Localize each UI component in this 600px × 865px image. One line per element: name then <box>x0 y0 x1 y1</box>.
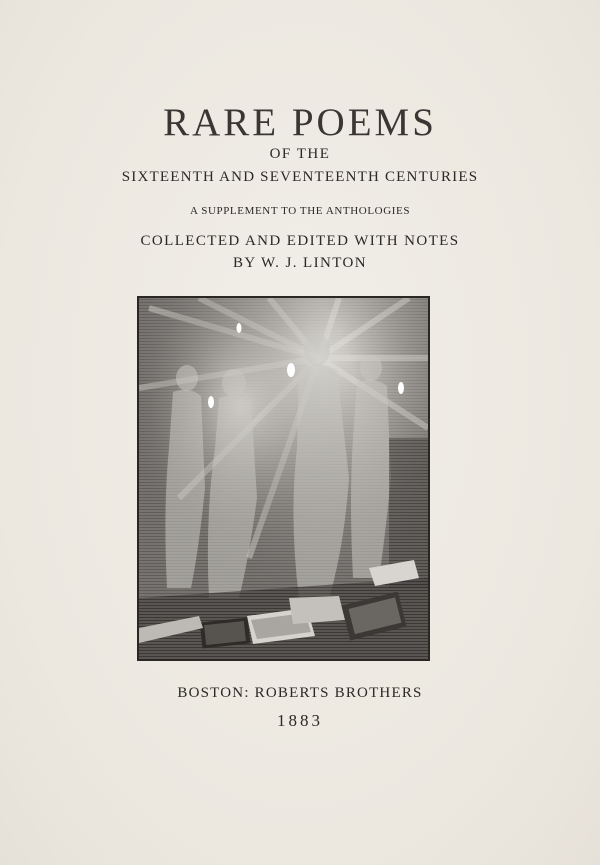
editor-line: BY W. J. LINTON <box>233 255 367 271</box>
book-title: RARE POEMS <box>163 101 437 144</box>
collected-line: COLLECTED AND EDITED WITH NOTES <box>140 233 460 249</box>
publication-year: 1883 <box>277 711 323 730</box>
frontispiece-engraving <box>137 296 430 661</box>
subtitle-centuries: SIXTEENTH AND SEVENTEENTH CENTURIES <box>121 169 479 185</box>
subtitle-of-the: OF THE <box>269 146 331 162</box>
supplement-note: A SUPPLEMENT TO THE ANTHOLOGIES <box>189 205 411 217</box>
publisher-line: BOSTON: ROBERTS BROTHERS <box>177 685 423 701</box>
